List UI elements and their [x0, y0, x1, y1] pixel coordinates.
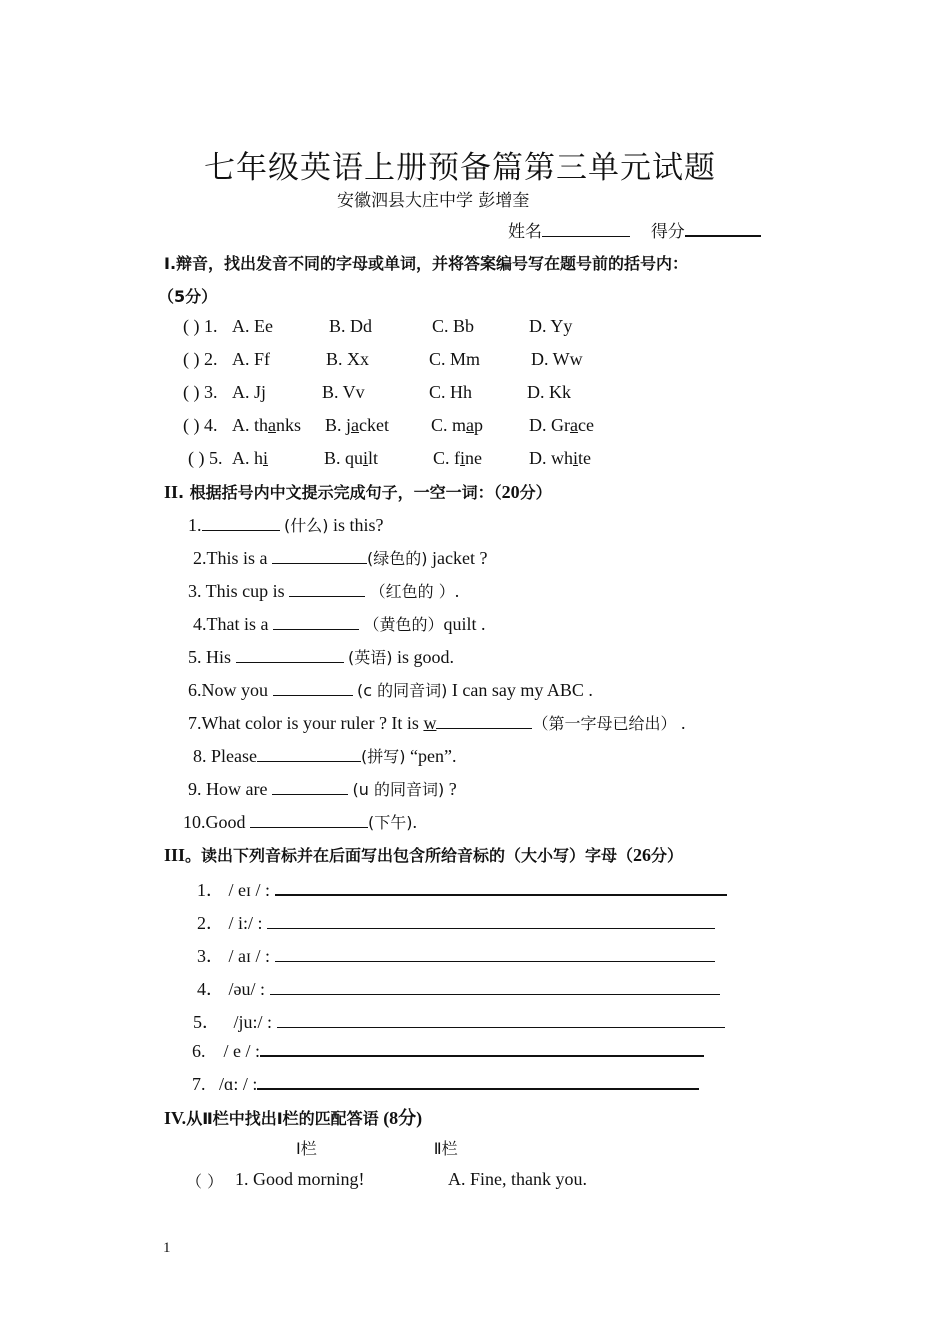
s2-item-3: 3. This cup is （红色的 ）. — [188, 581, 460, 601]
s2-item-5: 5. His (英语) is good. — [188, 647, 455, 667]
s2-blank-6[interactable] — [273, 681, 353, 696]
page-number: 1 — [163, 1240, 171, 1256]
s2-item-10: 10.Good (下午). — [183, 812, 417, 832]
s1-question-4 — [183, 415, 783, 441]
name-score-row — [508, 217, 761, 242]
s3-blank-6[interactable] — [260, 1041, 704, 1057]
score-label: 得分 — [650, 222, 685, 242]
s1-q1-d: D. Yy — [529, 316, 573, 336]
s1-q1-num[interactable]: ( ) 1. — [183, 316, 218, 336]
s2-item-6: 6.Now you (c 的同音词) I can say my ABC . — [188, 680, 593, 700]
s2-blank-10[interactable] — [250, 813, 368, 828]
s1-q3-a: A. Jj — [232, 382, 267, 402]
s2-blank-1[interactable] — [202, 516, 280, 531]
s3-blank-5[interactable] — [277, 1013, 725, 1028]
s3-item-4: 4． /əu/ : — [197, 975, 720, 1001]
s1-q2-num[interactable]: ( ) 2. — [183, 349, 218, 369]
s1-question-5 — [188, 448, 788, 474]
s1-question-3 — [183, 382, 783, 408]
s4-item1-paren[interactable]: （ ） — [186, 1172, 224, 1191]
name-blank[interactable] — [542, 222, 630, 237]
section1-heading: I.辩音，找出发音不同的字母或单词，并将答案编号写在题号前的括号内： — [164, 254, 689, 273]
s1-q2-b: B. Xx — [326, 349, 370, 369]
s2-blank-4[interactable] — [273, 615, 359, 630]
s4-item1-question: 1. Good morning! — [235, 1169, 365, 1189]
section2-heading: II. 根据括号内中文提示完成句子，一空一词：（20分） — [164, 482, 552, 502]
s4-col2-header: Ⅱ栏 — [433, 1139, 458, 1158]
s3-blank-1[interactable] — [275, 880, 727, 896]
s1-q4-b: B. jacket — [325, 415, 389, 435]
s1-q4-num[interactable]: ( ) 4. — [183, 415, 218, 435]
score-blank[interactable] — [685, 221, 761, 237]
s3-blank-4[interactable] — [270, 980, 720, 995]
s3-blank-2[interactable] — [267, 914, 715, 929]
s2-blank-5[interactable] — [236, 648, 344, 663]
s3-item-7: 7. /ɑ: / : — [192, 1074, 699, 1095]
page-title: 七年级英语上册预备篇第三单元试题 — [204, 150, 716, 186]
s3-item-2: 2． / i:/ : — [197, 909, 715, 935]
section4-heading: IV.从Ⅱ栏中找出Ⅰ栏的匹配答语 (8分) — [164, 1108, 423, 1128]
s1-q3-c: C. Hh — [429, 382, 473, 402]
s2-item-9: 9. How are (u 的同音词) ? — [188, 779, 457, 799]
s2-item-4: 4.That is a （黄色的）quilt . — [193, 614, 486, 634]
s1-q4-d: D. Grace — [529, 415, 594, 435]
s1-q5-b: B. quilt — [324, 448, 379, 468]
s1-q2-d: D. Ww — [531, 349, 583, 369]
name-label: 姓名 — [508, 222, 542, 242]
s1-q3-b: B. Vv — [322, 382, 365, 402]
s4-item-1 — [186, 1169, 786, 1195]
s3-item-5: 5． /ju:/ : — [193, 1008, 725, 1034]
s2-item-1: 1. (什么) is this? — [188, 515, 384, 535]
s1-q3-num[interactable]: ( ) 3. — [183, 382, 218, 402]
s2-blank-8[interactable] — [257, 747, 361, 762]
s1-question-2 — [183, 349, 783, 375]
s2-item-7: 7.What color is your ruler ? It is w （第一字母已给出） . — [188, 713, 686, 733]
section1-points: （5分） — [158, 287, 218, 306]
s2-blank-7[interactable] — [436, 714, 532, 729]
s1-question-1 — [183, 316, 783, 342]
s2-item-2: 2.This is a (绿色的) jacket ? — [193, 548, 488, 568]
s1-q2-a: A. Ff — [232, 349, 271, 369]
s1-q4-c: C. map — [431, 415, 484, 435]
s1-q5-c: C. fine — [433, 448, 483, 468]
s1-q4-a: A. thanks — [232, 415, 302, 435]
s2-blank-3[interactable] — [289, 582, 365, 597]
s1-q2-c: C. Mm — [429, 349, 481, 369]
s1-q5-num[interactable]: ( ) 5. — [188, 448, 223, 468]
s1-q1-a: A. Ee — [232, 316, 273, 336]
author-line: 安徽泗县大庄中学 彭增奎 — [337, 191, 530, 211]
s3-item-6: 6. / e / : — [192, 1041, 704, 1062]
s4-col-headers — [296, 1136, 458, 1159]
s4-item1-answer: A. Fine, thank you. — [448, 1169, 587, 1189]
s2-item-8: 8. Please (拼写) “pen”. — [193, 746, 457, 766]
s3-blank-3[interactable] — [275, 947, 715, 962]
s1-q1-c: C. Bb — [432, 316, 475, 336]
s1-q3-d: D. Kk — [527, 382, 571, 402]
s1-q5-d: D. white — [529, 448, 592, 468]
s2-blank-2[interactable] — [272, 549, 367, 564]
s4-col1-header: Ⅰ栏 — [296, 1139, 317, 1158]
s3-blank-7[interactable] — [257, 1074, 699, 1090]
s3-item-1: 1． / eɪ / : — [197, 876, 727, 902]
s1-q1-b: B. Dd — [329, 316, 373, 336]
s3-item-3: 3． / aɪ / : — [197, 942, 715, 968]
section3-heading: III。读出下列音标并在后面写出包含所给音标的（大小写）字母（26分） — [164, 845, 684, 865]
s1-q5-a: A. hi — [232, 448, 269, 468]
s2-blank-9[interactable] — [272, 780, 348, 795]
